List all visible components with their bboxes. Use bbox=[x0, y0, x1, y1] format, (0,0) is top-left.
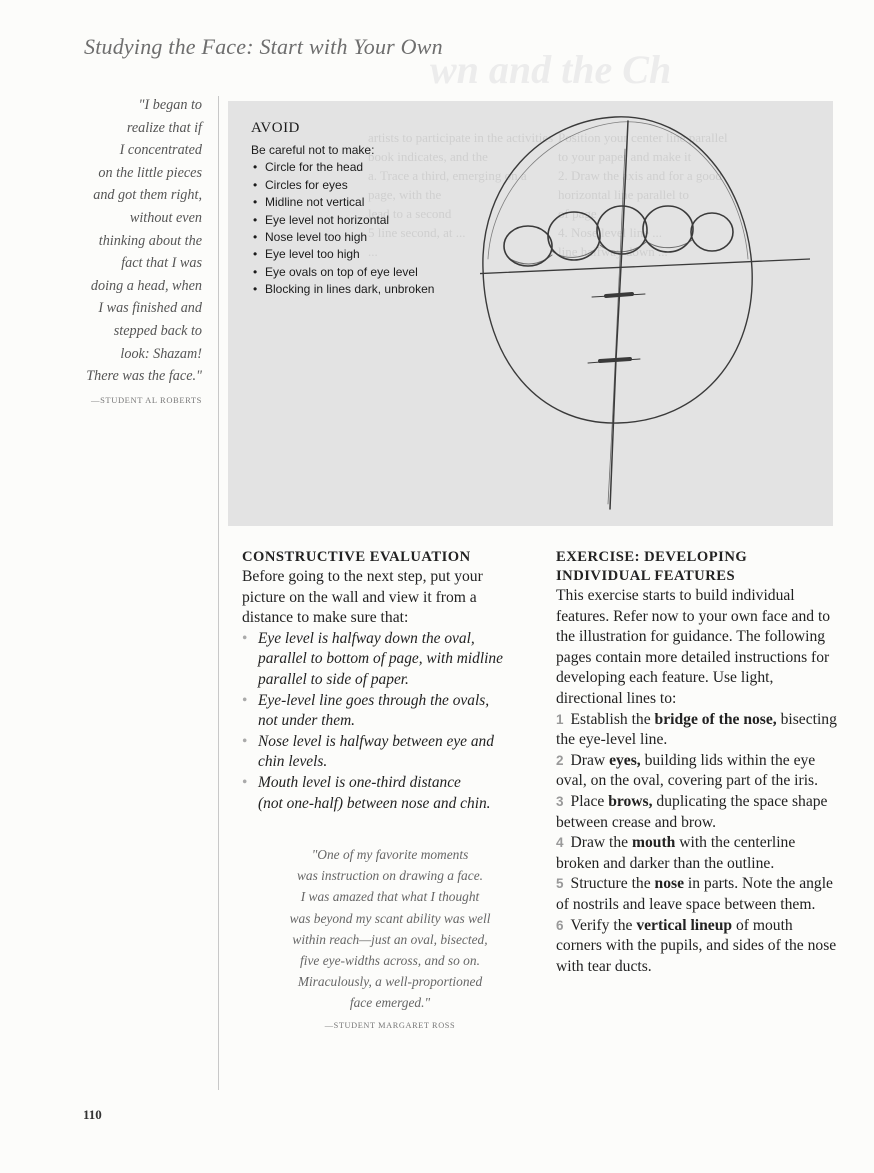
exercise-section bbox=[556, 548, 838, 977]
avoid-item: • Nose level too high bbox=[251, 229, 491, 246]
bleed-through-text-left: artists to participate in the activities book indicates, and the a. Trace a third, emerging on a page, with the lead to a second 5 line second, at ... ... bbox=[368, 130, 554, 259]
student-quote bbox=[250, 844, 530, 1032]
exercise-step: 2 Draw eyes, building lids within the eye oval, on the oval, covering part of the iris. bbox=[556, 751, 818, 790]
eye-circle bbox=[643, 206, 693, 252]
exercise-heading: EXERCISE: DEVELOPING INDIVIDUAL FEATURES bbox=[556, 549, 748, 584]
checklist-item: • Mouth level is one-third distance (not one-half) between nose and chin. bbox=[242, 773, 520, 814]
checklist-item: • Eye level is halfway down the oval, parallel to bottom of page, with midline parallel to side of paper. bbox=[242, 629, 520, 691]
midline-retrace bbox=[608, 149, 625, 504]
sidebar-quote-attribution: —STUDENT AL ROBERTS bbox=[90, 394, 202, 405]
sidebar-quote bbox=[60, 94, 202, 406]
avoid-item: • Eye ovals on top of eye level bbox=[251, 264, 491, 281]
avoid-item: • Midline not vertical bbox=[251, 194, 491, 211]
sidebar-quote-text: "I began to realize that if I concentrated on the little pieces and got them right, without even thinking about the fact that I was doing a head, when I was finished and stepped back to look: Shazam! There was the face." bbox=[86, 97, 202, 385]
exercise-step: 1 Establish the bridge of the nose, bisecting the eye-level line. bbox=[556, 710, 837, 749]
exercise-step: 5 Structure the nose in parts. Note the angle of nostrils and leave space between them. bbox=[556, 875, 833, 913]
avoid-illustration-panel bbox=[228, 101, 833, 526]
exercise-step: 4 Draw the mouth with the centerline broken and darker than the outline. bbox=[556, 834, 796, 872]
avoid-item: • Eye level too high bbox=[251, 246, 491, 263]
constructive-evaluation-section bbox=[242, 548, 520, 814]
bleed-through-title: wn and the Ch bbox=[430, 47, 672, 92]
page-header-title: Studying the Face: Start with Your Own bbox=[84, 34, 443, 59]
avoid-intro: Be careful not to make: bbox=[251, 143, 375, 157]
checklist-item: • Eye-level line goes through the ovals, not under them. bbox=[242, 691, 520, 732]
student-quote-text: "One of my favorite moments was instruction on drawing a face. I was amazed that what I thought was beyond my scant ability was well within reach—just an oval, bisected, five eye-widths across, and so on. Miraculously, a well-proportioned face emerged." bbox=[289, 847, 491, 1011]
midline bbox=[610, 121, 628, 509]
eye-circle bbox=[548, 212, 600, 260]
eye-circle bbox=[691, 213, 733, 251]
constructive-heading: CONSTRUCTIVE EVALUATION bbox=[242, 549, 471, 565]
avoid-item: • Circle for the head bbox=[251, 159, 491, 176]
constructive-intro: Before going to the next step, put your picture on the wall and view it from a distance to make sure that: bbox=[242, 568, 483, 627]
exercise-step: 6 Verify the vertical lineup of mouth corners with the pupils, and sides of the nose with tear ducts. bbox=[556, 916, 837, 975]
avoid-heading: AVOID bbox=[251, 120, 300, 136]
head-circle-outline bbox=[483, 117, 752, 423]
exercise-intro: This exercise starts to build individual features. Refer now to your own face and to the illustration for guidance. The following pages contain more detailed instructions for developing each feature. Use light, directional lines to: bbox=[556, 587, 831, 707]
avoid-list bbox=[251, 120, 491, 299]
head-circle-retrace bbox=[488, 122, 748, 259]
avoid-item: • Circles for eyes bbox=[251, 177, 491, 194]
avoid-item: • Blocking in lines dark, unbroken bbox=[251, 281, 491, 298]
student-quote-attribution: —STUDENT MARGARET ROSS bbox=[324, 1020, 456, 1030]
page-number: 110 bbox=[83, 1107, 102, 1122]
face-construction-sketch bbox=[480, 109, 810, 524]
avoid-item: • Eye level not horizontal bbox=[251, 212, 491, 229]
checklist-item: • Nose level is halfway between eye and chin levels. bbox=[242, 732, 520, 773]
bleed-through-text-right: Position your center line parallel to your paper and make it 2. Draw the axis and for a good horizontal line parallel to of page 4. Nose level line ... line halfway down ... bbox=[558, 130, 728, 259]
exercise-step: 3 Place brows, duplicating the space shape between crease and brow. bbox=[556, 792, 828, 831]
column-divider bbox=[218, 96, 219, 1090]
